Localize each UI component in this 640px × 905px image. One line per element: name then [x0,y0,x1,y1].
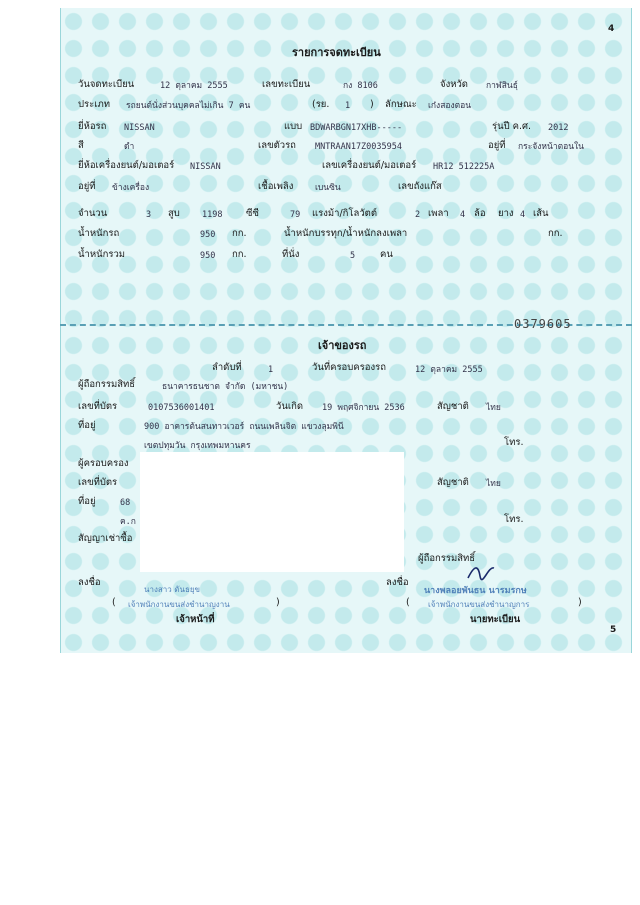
nation2-value: ไทย [486,479,501,489]
qty-label: จำนวน [78,208,108,219]
style-label: ลักษณะ [385,99,417,110]
type-label: ประเภท [78,99,111,110]
addr-line-1: 900 อาคารต้นสนทาวเวอร์ ถนนเพลินจิต แขวงลุมพินี [144,422,344,432]
tire-unit: เส้น [533,208,549,219]
fuel-value: เบนซิน [315,183,341,193]
phone-label: โทร. [504,437,524,448]
gross-label: น้ำหนักรวม [78,249,126,260]
paren-close-right: ) [578,597,582,608]
date-value: 12 ตุลาคม 2555 [160,81,228,91]
rs-value: 1 [345,101,351,111]
officer-stamp-line-2: เจ้าพนักงานขนส่งชำนาญงาน [128,600,230,609]
model-value: BDWARBGN17XHB----- [310,123,403,133]
qty-value: 3 [146,210,152,220]
birth-label: วันเกิด [276,401,303,412]
rs-close: ) [370,99,374,110]
seat-value: 5 [350,251,356,261]
plate-label: เลขทะเบียน [262,79,311,90]
possessor-label: ผู้ครอบครอง [78,458,129,469]
paren-open-right: ( [406,597,410,608]
contract-label: สัญญาเช่าซื้อ [78,533,133,544]
nation2-label: สัญชาติ [437,477,469,488]
style-value: เก๋งสองตอน [428,101,472,111]
year-value: 2012 [548,123,569,133]
serial-number: 0379605 [514,317,572,331]
weight-label: น้ำหนักรถ [78,228,120,239]
load-label: น้ำหนักบรรทุก/น้ำหนักลงเพลา [284,228,408,239]
own-date-value: 12 ตุลาคม 2555 [415,365,483,375]
engine-no-value: HR12 512225A [433,162,495,172]
holder-label: ผู้ถือกรรมสิทธิ์ [78,379,136,390]
date-label: วันจดทะเบียน [78,79,135,90]
fuel-label: เชื้อเพลิง [258,181,294,192]
engine-loc-label: อยู่ที่ [78,181,96,192]
cc-value: 1198 [202,210,223,220]
officer-label: เจ้าหน้าที่ [176,614,215,625]
addr-label: ที่อยู่ [78,420,96,431]
tank-label: เลขถังแก๊ส [398,181,442,192]
chassis-label: เลขตัวรถ [258,140,296,151]
tire-value: 4 [520,210,526,220]
addr2-label: ที่อยู่ [78,496,96,507]
wheel-label: ล้อ [474,208,486,219]
seat-label: ที่นั่ง [282,249,300,260]
axle-value: 2 [415,210,421,220]
engine-brand-value: NISSAN [190,162,221,172]
location-value: กระจังหน้าตอนใน [518,142,584,152]
cyl-label: สูบ [168,208,180,219]
page-number-bottom: 5 [610,625,617,635]
seq-label: ลำดับที่ [212,362,242,373]
sign-label-left: ลงชื่อ [78,577,101,588]
rs-label: (รย. [312,99,330,110]
province-label: จังหวัด [440,79,468,90]
brand-value: NISSAN [124,123,155,133]
engine-loc-value: ข้างเครื่อง [112,183,150,193]
holder-value: ธนาคารธนชาต จำกัด (มหาชน) [162,382,289,392]
cc-label: ซีซี [246,208,259,219]
model-label: แบบ [284,121,303,132]
color-label: สี [78,140,84,151]
gross-value: 950 [200,251,216,261]
id-value: 0107536001401 [148,403,215,413]
own-date-label: วันที่ครอบครองรถ [312,362,386,373]
chassis-value: MNTRAAN17Z0035954 [315,142,402,152]
addr2-partial: 68 [120,498,131,508]
birth-value: 19 พฤศจิกายน 2536 [322,403,405,413]
holder-sign-label: ผู้ถือกรรมสิทธิ์ [418,553,476,564]
brand-label: ยี่ห้อรถ [78,121,107,132]
id-label: เลขที่บัตร [78,401,118,412]
seat-unit: คน [380,249,393,260]
tire-label: ยาง [498,208,514,219]
engine-brand-label: ยี่ห้อเครื่องยนต์/มอเตอร์ [78,160,175,171]
kg-label-1: กก. [232,228,247,239]
nation-value: ไทย [486,403,501,413]
hp-value: 79 [290,210,301,220]
owner-title: เจ้าของรถ [318,339,367,352]
phone2-label: โทร. [504,514,524,525]
page-number-top: 4 [608,24,615,34]
officer-stamp-line-1: นางสาว ดันธยุข [144,585,200,594]
color-value: ดำ [124,142,135,152]
seq-value: 1 [268,365,274,375]
redaction-box [140,452,404,572]
registrar-stamp-line-1: นางพลอยพันธน นารมรกษ [424,586,527,596]
wheel-value: 4 [460,210,466,220]
type-value: รถยนต์นั่งส่วนบุคคลไม่เกิน 7 คน [126,101,251,111]
axle-label: เพลา [428,208,449,219]
kg-label-3: กก. [232,249,247,260]
nation-label: สัญชาติ [437,401,469,412]
location-label: อยู่ที่ [488,140,506,151]
weight-value: 950 [200,230,216,240]
plate-value: กง 8106 [343,81,378,91]
hp-label: แรงม้า/กิโลวัตต์ [312,208,378,219]
id2-label: เลขที่บัตร [78,477,118,488]
engine-no-label: เลขเครื่องยนต์/มอเตอร์ [322,160,417,171]
sign-label-right: ลงชื่อ [386,577,409,588]
province-value: กาฬสินธุ์ [486,81,518,91]
ko-partial: ค.ก [120,517,136,527]
registrar-label: นายทะเบียน [470,614,521,625]
paren-open-left: ( [112,597,116,608]
registrar-stamp-line-2: เจ้าพนักงานขนส่งชำนาญการ [428,600,530,609]
registration-title: รายการจดทะเบียน [292,46,381,59]
addr-line-2: เขตปทุมวัน กรุงเทพมหานคร [144,441,251,451]
year-label: รุ่นปี ค.ศ. [492,121,532,132]
paren-close-left: ) [276,597,280,608]
kg-label-2: กก. [548,228,563,239]
